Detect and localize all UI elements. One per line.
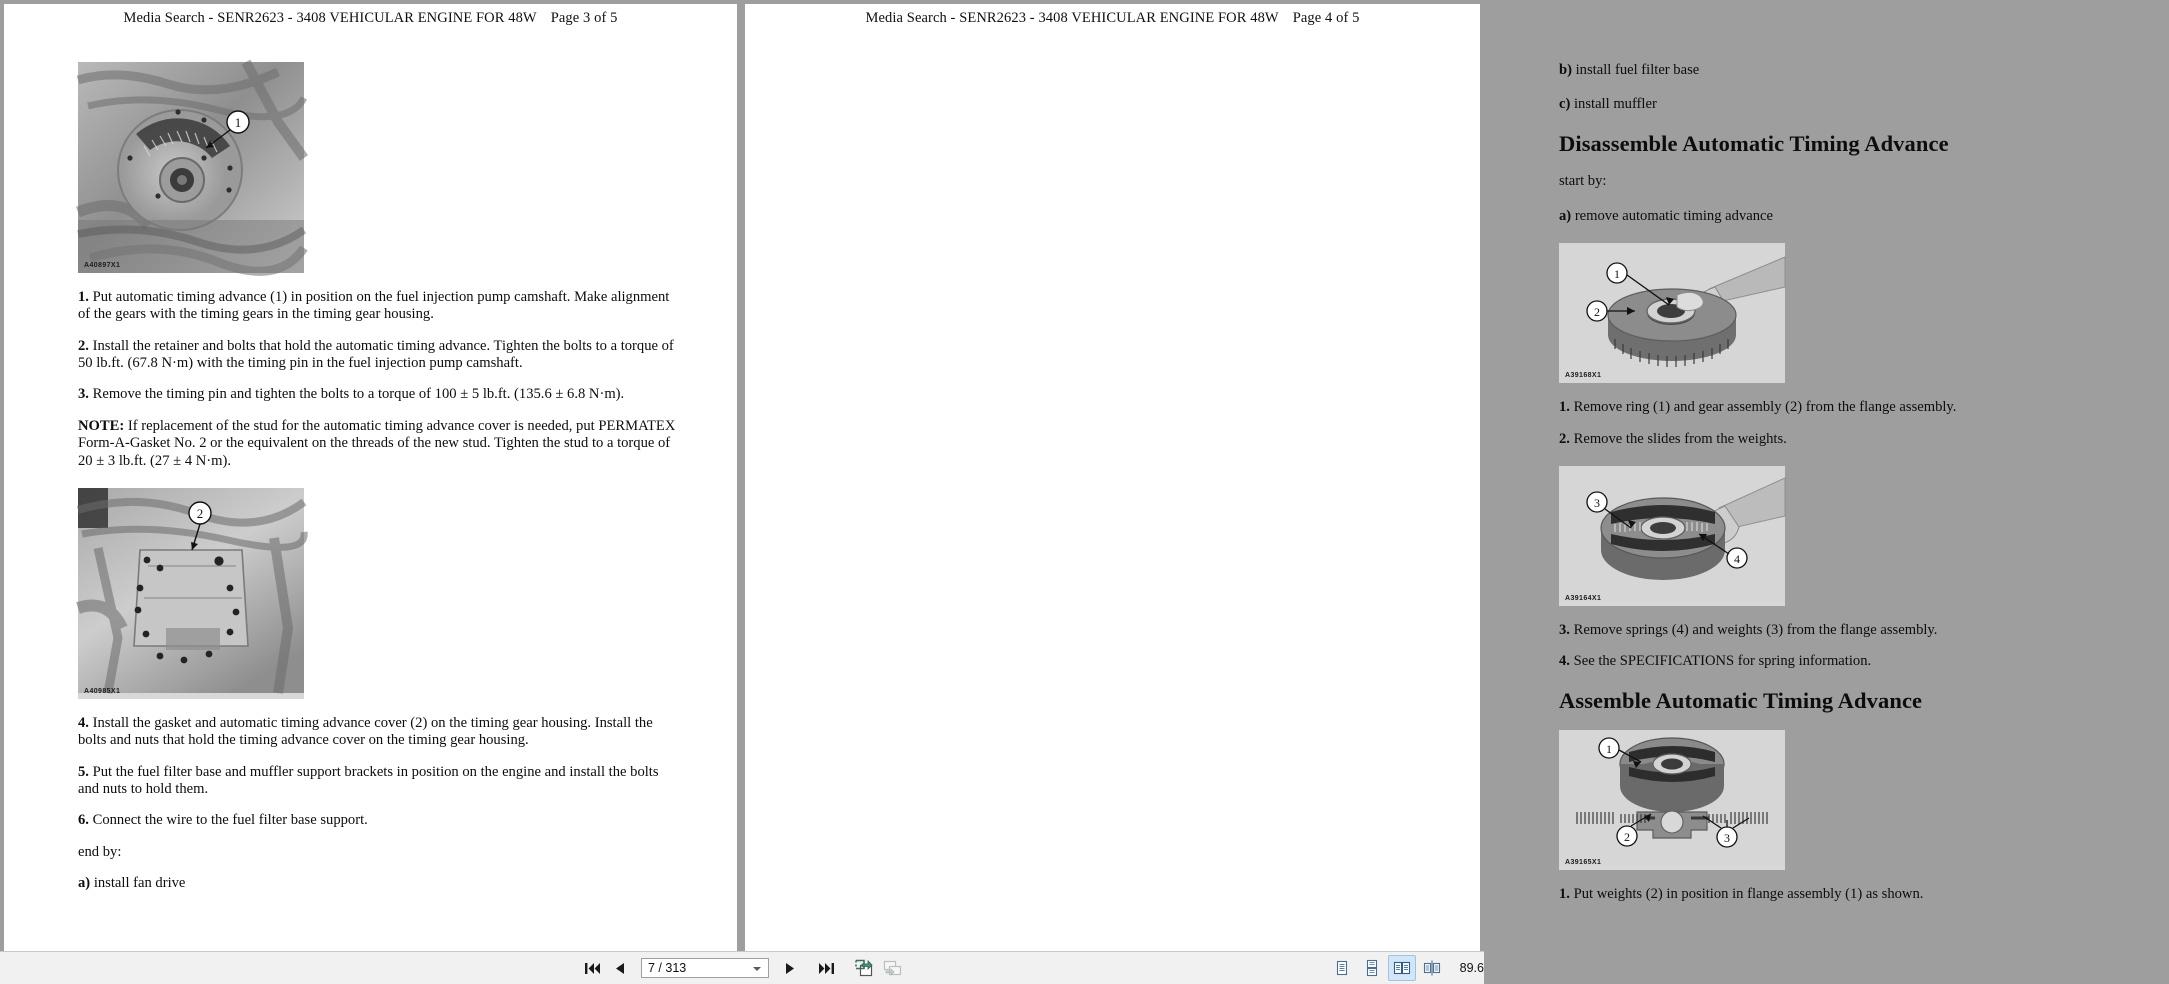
view-single-page-button[interactable] xyxy=(1328,955,1356,981)
zoom-level-value[interactable]: 89.6 xyxy=(1459,961,1484,975)
paragraph-1-text: Put automatic timing advance (1) in position on the fuel injection pump camshaft. Make alignment of the gears with the timing gears in the timing gear housing. xyxy=(78,289,670,323)
heading-disassemble: Disassemble Automatic Timing Advance xyxy=(1559,130,1949,156)
step-r2-4-text: See the SPECIFICATIONS for spring information. xyxy=(1569,653,1872,670)
page-right-header-pagenum: Page 4 of 5 xyxy=(1292,10,1360,26)
chevron-right-icon xyxy=(784,962,796,975)
page-navigation-group xyxy=(578,952,906,984)
item-b-text: install fuel filter base xyxy=(1571,62,1700,78)
figure-right-2-image xyxy=(1559,466,1785,601)
figure-right-1-id: A39168X1 xyxy=(1565,372,1602,380)
copy-button[interactable] xyxy=(878,954,906,982)
page-left-content xyxy=(78,62,678,906)
page-number-field[interactable] xyxy=(641,958,769,978)
paragraph-6-text: Connect the wire to the fuel filter base support. xyxy=(88,812,368,829)
view-continuous-button[interactable] xyxy=(1358,955,1386,981)
figure-left-2-image xyxy=(78,488,304,693)
svg-text:3: 3 xyxy=(1724,831,1730,846)
bottom-toolbar xyxy=(0,951,1484,984)
start-by-a-text: remove automatic timing advance xyxy=(1571,207,1773,224)
svg-text:1: 1 xyxy=(1614,267,1620,282)
paragraph-6-num: 6. xyxy=(78,812,89,829)
chevron-down-icon[interactable] xyxy=(753,967,761,971)
paragraph-3 xyxy=(78,386,678,403)
step-r3-1-num: 1. xyxy=(1559,886,1570,903)
page-right-content xyxy=(1559,62,2169,918)
paragraph-endby-a-text: install fan drive xyxy=(90,875,186,892)
page-right-header-title: Media Search - SENR2623 - 3408 VEHICULAR ENGINE FOR 48W xyxy=(865,10,1279,26)
first-page-button[interactable] xyxy=(578,954,606,982)
paragraph-1 xyxy=(78,289,678,324)
paragraph-4-num: 4. xyxy=(78,714,89,731)
book-view-icon xyxy=(1424,960,1440,976)
paragraph-endby-text: end by: xyxy=(78,843,122,860)
figure-right-3-id: A39165X1 xyxy=(1565,859,1602,867)
snapshot-tool-button[interactable] xyxy=(850,954,878,982)
figure-right-2 xyxy=(1559,466,1785,606)
item-c-num: c) xyxy=(1559,96,1571,113)
page-left-header xyxy=(4,10,737,27)
start-by-a xyxy=(1559,208,2169,225)
view-mode-group xyxy=(1328,952,1484,984)
paragraph-endby-a xyxy=(78,875,678,892)
paragraph-5-text: Put the fuel filter base and muffler support brackets in position on the engine and install the bolts and nuts to hold them. xyxy=(78,763,659,797)
paragraph-4 xyxy=(78,715,678,750)
svg-text:2: 2 xyxy=(1594,305,1600,320)
paragraph-3-num: 3. xyxy=(78,386,89,403)
figure-left-1 xyxy=(78,62,304,273)
view-book-button[interactable] xyxy=(1418,955,1446,981)
start-by-text: start by: xyxy=(1559,173,1607,190)
item-b-num: b) xyxy=(1559,62,1572,78)
start-by-a-num: a) xyxy=(1559,207,1572,224)
paragraph-2-num: 2. xyxy=(78,337,89,354)
step-r2-3-text: Remove springs (4) and weights (3) from the flange assembly. xyxy=(1569,621,1938,638)
page-left-header-title: Media Search - SENR2623 - 3408 VEHICULAR ENGINE FOR 48W xyxy=(123,10,537,26)
continuous-page-icon xyxy=(1364,960,1380,976)
snapshot-icon xyxy=(855,959,874,977)
figure-left-2-id: A40985X1 xyxy=(84,687,121,695)
step-r2-3-num: 3. xyxy=(1559,621,1570,638)
figure-right-3-image xyxy=(1559,730,1785,865)
step-r2-4 xyxy=(1559,653,2169,670)
paragraph-endby xyxy=(78,844,678,861)
paragraph-2 xyxy=(78,338,678,373)
svg-text:3: 3 xyxy=(1594,495,1600,510)
step-r2-3 xyxy=(1559,622,2169,639)
page-left[interactable] xyxy=(4,4,737,952)
heading-assemble: Assemble Automatic Timing Advance xyxy=(1559,687,1923,713)
page-number-value[interactable]: 7 / 313 xyxy=(648,961,687,975)
two-page-icon xyxy=(1394,960,1410,976)
item-c xyxy=(1559,96,2169,113)
paragraph-6 xyxy=(78,812,678,829)
paragraph-note xyxy=(78,418,678,470)
paragraph-note-text: If replacement of the stud for the automatic timing advance cover is needed, put PERMATEX Form-A-Gasket No. 2 or the equivalent on the threads of the new stud. Tighten the stud to a torque of 20 ± 3 lb.ft. (27 ± 4 N·m). xyxy=(78,417,676,469)
chevron-left-icon xyxy=(614,962,626,975)
paragraph-endby-a-num: a) xyxy=(78,875,91,892)
figure-left-2 xyxy=(78,488,304,699)
paragraph-note-label: NOTE: xyxy=(78,417,125,434)
item-b xyxy=(1559,62,2169,79)
view-two-page-button[interactable] xyxy=(1388,955,1416,981)
copy-icon xyxy=(883,959,902,977)
item-c-text: install muffler xyxy=(1570,96,1657,113)
svg-text:1: 1 xyxy=(234,115,242,130)
svg-text:2: 2 xyxy=(196,505,204,521)
step-r3-1 xyxy=(1559,886,2169,903)
figure-right-1 xyxy=(1559,243,1785,383)
start-by xyxy=(1559,173,2169,190)
step-r1-1-num: 1. xyxy=(1559,399,1570,416)
svg-text:2: 2 xyxy=(1624,830,1630,845)
first-page-icon xyxy=(585,962,600,975)
page-surface xyxy=(0,4,1957,952)
paragraph-4-text: Install the gasket and automatic timing advance cover (2) on the timing gear housing. Install the bolts and nuts that hold the timing advance cover on the timing gear housing. xyxy=(78,714,653,749)
paragraph-3-text: Remove the timing pin and tighten the bolts to a torque of 100 ± 5 lb.ft. (135.6 ± 6.8 N·m). xyxy=(88,386,625,403)
figure-left-1-id: A40897X1 xyxy=(84,262,121,269)
paragraph-1-num: 1. xyxy=(78,289,89,305)
step-r1-2-text: Remove the slides from the weights. xyxy=(1569,430,1787,447)
next-page-button[interactable] xyxy=(776,954,804,982)
last-page-button[interactable] xyxy=(812,954,840,982)
step-r1-2 xyxy=(1559,431,2169,448)
previous-page-button[interactable] xyxy=(606,954,634,982)
page-right[interactable] xyxy=(745,4,1957,952)
paragraph-2-text: Install the retainer and bolts that hold the automatic timing advance. Tighten the bolts to a torque of 50 lb.ft. (67.8 N·m) with the timing pin in the fuel injection pump camshaft. xyxy=(78,337,674,372)
step-r3-1-text: Put weights (2) in position in flange assembly (1) as shown. xyxy=(1569,886,1924,903)
step-r1-2-num: 2. xyxy=(1559,430,1570,447)
figure-left-1-image xyxy=(78,62,304,273)
figure-right-2-id: A39164X1 xyxy=(1565,594,1602,602)
figure-right-3 xyxy=(1559,730,1785,870)
step-r2-4-num: 4. xyxy=(1559,653,1570,670)
paragraph-5-num: 5. xyxy=(78,763,89,780)
single-page-icon xyxy=(1334,960,1350,976)
figure-right-1-image xyxy=(1559,243,1785,383)
svg-text:1: 1 xyxy=(1606,742,1612,757)
page-right-header xyxy=(745,10,1480,27)
page-left-header-pagenum: Page 3 of 5 xyxy=(550,10,618,26)
last-page-icon xyxy=(819,962,834,975)
step-r1-1 xyxy=(1559,399,2169,416)
step-r1-1-text: Remove ring (1) and gear assembly (2) from the flange assembly. xyxy=(1569,399,1957,416)
paragraph-5 xyxy=(78,764,678,799)
svg-text:4: 4 xyxy=(1734,551,1740,566)
